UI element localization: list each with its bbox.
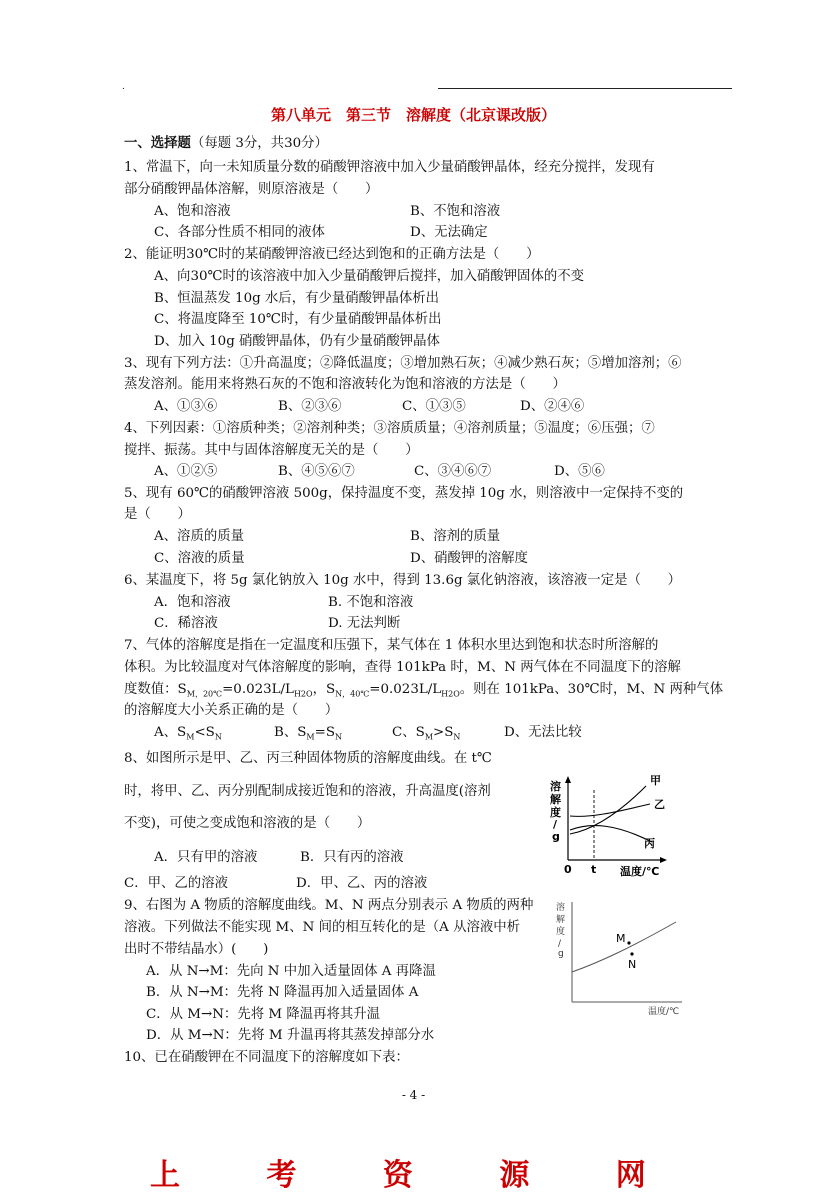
q4-line2: 搅拌、振荡。其中与固体溶解度无关的是（ ） (124, 443, 419, 458)
page-number: - 4 - (401, 1088, 426, 1102)
opt-text: =S (314, 725, 336, 740)
fig8-ylabel-char: 溶 (550, 780, 561, 793)
q2-option-c: C、将温度降至 10℃时，有少量硝酸钾晶体析出 (154, 312, 442, 327)
q3-option-b: B、②③⑥ (278, 399, 342, 414)
q7-text: =0.023L/L (369, 682, 442, 697)
q8-option-b: B．只有丙的溶液 (300, 850, 404, 865)
q2-stem: 2、能证明30℃时的某硝酸钾溶液已经达到饱和的正确方法是（ ） (124, 247, 540, 262)
q4-option-a: A、①②⑤ (154, 464, 218, 479)
q9-option-c: C．从 M→N：先将 M 降温再将其升温 (146, 1007, 381, 1022)
q3-option-c: C、①③⑤ (402, 399, 466, 414)
opt-text: A、S (154, 725, 187, 740)
fig8-curve-yi-label: 乙 (654, 798, 665, 811)
q2-option-b: B、恒温蒸发 10g 水后，有少量硝酸钾晶体析出 (154, 291, 439, 306)
opt-sub: N (453, 732, 461, 742)
q1-option-b: B、不饱和溶液 (410, 204, 501, 219)
q5-option-a: A、溶质的质量 (154, 529, 245, 544)
q8-option-c: C．甲、乙的溶液 (124, 876, 228, 891)
q1-option-c: C、各部分性质不相同的液体 (154, 225, 325, 240)
fig8-xlabel: 温度/℃ (620, 865, 660, 878)
q1-option-a: A、饱和溶液 (154, 204, 231, 219)
q9-option-a: A．从 N→M：先向 N 中加入适量固体 A 再降温 (146, 964, 436, 979)
q7-line2: 体积。为比较温度对气体溶解度的影响，查得 101kPa 时，M、N 两气体在不同温度下的溶解 (124, 660, 681, 675)
q5-option-b: B、溶剂的质量 (410, 529, 501, 544)
q7-option-a (154, 721, 222, 742)
fig8-ylabel-char: / (553, 818, 558, 831)
q7-line1: 7、气体的溶解度是指在一定温度和压强下，某气体在 1 体积水里达到饱和状态时所溶解的 (124, 638, 659, 653)
q7-line4: 的溶解度大小关系正确的是（ ） (124, 703, 339, 718)
fig8-ylabel-char: 解 (550, 793, 561, 806)
q9-option-b: B．从 N→M：先将 N 降温再加入适量固体 A (146, 985, 419, 1000)
fig8-curve-bing-label: 丙 (644, 837, 655, 850)
q5-line2: 是（ ） (124, 507, 191, 522)
fig8-ylabel-char: 度 (550, 806, 561, 819)
q2-option-d: D、加入 10g 硝酸钾晶体，仍有少量硝酸钾晶体 (154, 334, 440, 349)
q7-text: 。则在 101kPa、30℃时，M、N 两种气体 (459, 682, 724, 697)
q8-line3: 不变)，可使之变成饱和溶液的是（ ） (124, 816, 371, 831)
q7-sub: N，40℃ (335, 689, 370, 699)
page-title: 第八单元 第三节 溶解度（北京课改版） (270, 106, 556, 124)
opt-sub: N (214, 732, 222, 742)
opt-text: B、S (274, 725, 307, 740)
q2-option-a: A、向30℃时的该溶液中加入少量硝酸钾后搅拌，加入硝酸钾固体的不变 (154, 269, 585, 284)
q8-line2: 时，将甲、乙、丙分别配制成接近饱和的溶液，升高温度(溶剂 (124, 784, 491, 799)
q4-option-c: C、③④⑥⑦ (414, 464, 492, 479)
q3-option-a: A、①③⑥ (154, 399, 218, 414)
q7-sub: M，20℃ (186, 689, 223, 699)
q4-option-b: B、④⑤⑥⑦ (278, 464, 355, 479)
opt-text: C、S (392, 725, 425, 740)
solubility-curve-figure-a (550, 896, 690, 1020)
q9-line3: 出时不带结晶水）( ) (124, 942, 269, 957)
fig9-xlabel: 温度/℃ (648, 1007, 680, 1017)
fig8-ylabel-char: g (552, 830, 560, 843)
q3-line2: 蒸发溶剂。能用来将熟石灰的不饱和溶液转化为饱和溶液的方法是（ ） (124, 377, 566, 392)
opt-text: <S (194, 725, 215, 740)
fig9-ylabel-char: 溶 (556, 903, 566, 913)
opt-sub: N (335, 732, 343, 742)
q6-option-d: D. 无法判断 (328, 616, 401, 631)
section-note: （每题 3分，共30分） (190, 136, 328, 151)
fig8-t-label: t (591, 863, 597, 876)
q4-option-d: D、⑤⑥ (554, 464, 605, 479)
opt-text: >S (433, 725, 454, 740)
q8-option-a: A．只有甲的溶液 (154, 850, 258, 865)
q6-stem: 6、某温度下，将 5g 氯化钠放入 10g 水中，得到 13.6g 氯化钠溶液，该溶液一定是（ ） (124, 573, 682, 588)
q5-option-c: C、溶液的质量 (154, 551, 245, 566)
fig9-ylabel-char: g (558, 949, 564, 959)
q5-line1: 5、现有 60℃的硝酸钾溶液 500g，保持温度不变，蒸发掉 10g 水，则溶液中一定保持不变的 (124, 486, 684, 501)
q7-option-b (274, 721, 342, 742)
q7-option-c (392, 721, 460, 742)
header-rule (438, 88, 732, 89)
q9-line2: 溶液。下列做法不能实现 M、N 间的相互转化的是（A 从溶液中析 (124, 920, 521, 935)
opt-sub: M (186, 732, 195, 742)
q1-option-d: D、无法确定 (410, 225, 488, 240)
opt-sub: M (424, 732, 434, 742)
q1-line1: 1、常温下，向一未知质量分数的硝酸钾溶液中加入少量硝酸钾晶体，经充分搅拌，发现有 (124, 160, 655, 175)
q7-line3 (124, 678, 723, 700)
section-label: 一、选择题 (124, 135, 191, 151)
q8-option-d: D．甲、乙、丙的溶液 (296, 876, 428, 891)
q9-option-d: D．从 M→N：先将 M 升温再将其蒸发掉部分水 (146, 1028, 435, 1043)
q3-option-d: D、②④⑥ (520, 399, 585, 414)
opt-sub: M (306, 732, 315, 742)
q7-sub: H2O (441, 689, 460, 699)
q6-option-a: A．饱和溶液 (154, 595, 231, 610)
q7-text: =0.023L/L (222, 682, 294, 697)
fig9-point-n-label: N (628, 958, 637, 971)
header-dot: . (122, 82, 125, 92)
section-heading (124, 132, 328, 151)
fig9-ylabel-char: 解 (556, 915, 566, 925)
q3-line1: 3、现有下列方法：①升高温度；②降低温度；③增加熟石灰；④减少熟石灰；⑤增加溶剂；⑥ (124, 356, 682, 371)
q1-line2: 部分硝酸钾晶体溶解，则原溶液是（ ） (124, 182, 379, 197)
q9-line1: 9、右图为 A 物质的溶解度曲线。M、N 两点分别表示 A 物质的两种 (124, 898, 534, 913)
q4-line1: 4、下列因素：①溶质种类；②溶剂种类；③溶质质量；④溶剂质量；⑤温度；⑥压强；⑦ (124, 421, 655, 436)
q7-text: ，S (312, 682, 336, 697)
fig9-point-m-label: M (616, 932, 626, 945)
q10-stem: 10、已在硝酸钾在不同温度下的溶解度如下表： (124, 1050, 409, 1065)
fig9-ylabel-char: / (558, 939, 562, 949)
q7-option-d: D、无法比较 (504, 725, 582, 740)
q5-option-d: D、硝酸钾的溶解度 (410, 551, 528, 566)
q6-option-c: C．稀溶液 (154, 616, 218, 631)
footer-watermark: 上 考 资 源 网 (150, 1158, 684, 1193)
solubility-curve-figure-abc (546, 772, 672, 878)
q6-option-b: B. 不饱和溶液 (328, 595, 414, 610)
fig9-ylabel-char: 度 (556, 927, 566, 937)
fig8-curve-jia-label: 甲 (650, 774, 661, 787)
q7-text: 度数值：S (124, 682, 187, 697)
q7-sub: H2O (293, 689, 313, 699)
fig8-origin-label: 0 (564, 863, 572, 876)
q8-line1: 8、如图所示是甲、乙、丙三种固体物质的溶解度曲线。在 t℃ (124, 751, 492, 766)
